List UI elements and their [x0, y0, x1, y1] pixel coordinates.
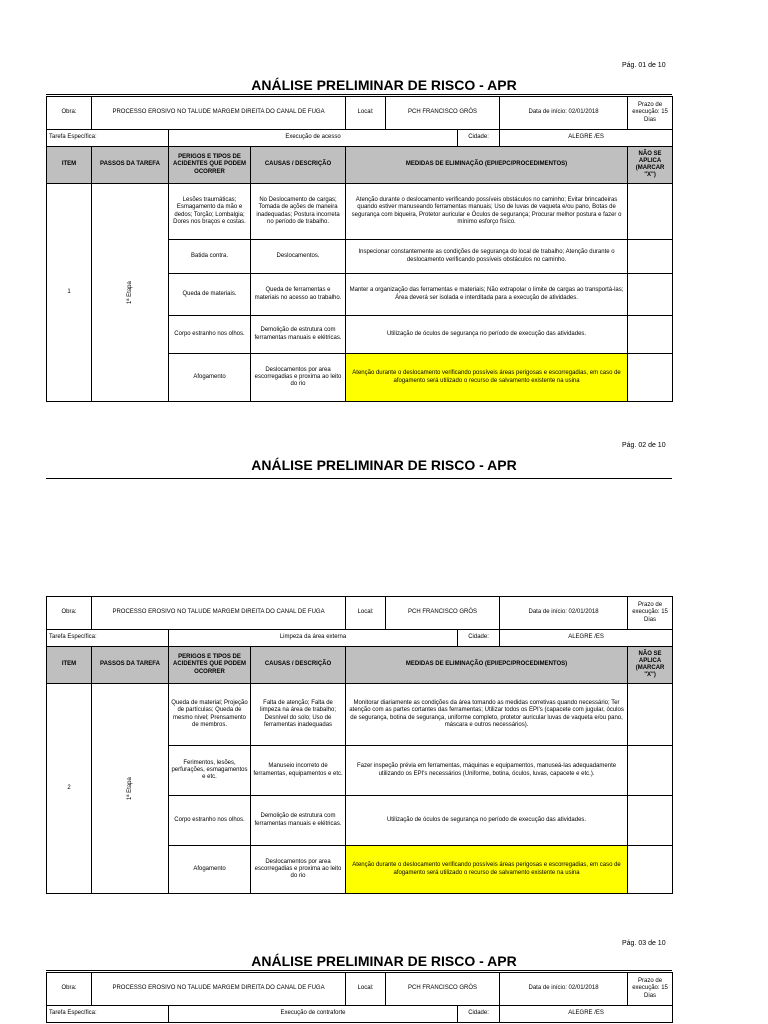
tarefa-label: Tarefa Específica: — [47, 630, 169, 647]
apr-table — [46, 972, 673, 1023]
col-medidas: MEDIDAS DE ELIMINAÇÃO (EPI/EPC/PROCEDIMENTOS) — [346, 647, 628, 684]
etapa-cell — [92, 184, 169, 402]
causa-cell: Falta de atenção; Falta de limpeza na área de trabalho; Desnível do solo; Uso de ferramentas inadequadas — [251, 684, 346, 746]
medida-cell-highlighted: Atenção durante o deslocamento verificando possíveis áreas perigosas e escorregadias, em caso de afogamento será utilizado o recurso de salvamento existente na usina — [346, 846, 628, 894]
tarefa-value: Limpeza da área externa — [169, 630, 458, 647]
local-label: Local: — [346, 973, 386, 1006]
nao-aplica-cell — [628, 354, 673, 402]
prazo-execucao: Prazo de execução: 15 Dias — [628, 973, 673, 1006]
etapa-label: 1ª Etapa — [126, 777, 133, 800]
medida-cell: Fazer inspeção prévia em ferramentas, máquinas e equipamentos, manuseá-las adequadamente utilizando os EPI's necessários (Uniforme, botina, óculos, luvas, capacete e etc.). — [346, 746, 628, 796]
page-number: Pág. 03 de 10 — [622, 940, 666, 947]
apr-table — [46, 596, 673, 894]
obra-label: Obra: — [47, 97, 92, 130]
item-number: 1 — [47, 184, 92, 402]
causa-cell: Queda de ferramentas e materiais no acesso ao trabalho. — [251, 274, 346, 316]
prazo-execucao: Prazo de execução: 15 Dias — [628, 97, 673, 130]
obra-value: PROCESSO EROSIVO NO TALUDE MARGEM DIREITA DO CANAL DE FUGA — [92, 97, 346, 130]
nao-aplica-cell — [628, 240, 673, 274]
data-inicio: Data de início: 02/01/2018 — [500, 97, 628, 130]
medida-cell-highlighted: Atenção durante o deslocamento verificando possíveis áreas perigosas e escorregadias, em caso de afogamento será utilizado o recurso de salvamento existente na usina — [346, 354, 628, 402]
col-nao-aplica: NÃO SE APLICA (MARCAR "X") — [628, 147, 673, 184]
cidade-value: ALEGRE /ES — [500, 630, 673, 647]
col-nao-aplica: NÃO SE APLICA (MARCAR "X") — [628, 647, 673, 684]
medida-cell: Monitorar diariamente as condições da área tomando as medidas corretivas quando necessário; Ter atenção com as partes cortantes das ferramentas; Utilizar todos os EPI's (capacete com jugular, óculos de segurança, botina de segurança, uniforme completo, protetor auricular luvas de vaqueta e/ou pano, máscara e outros necessários). — [346, 684, 628, 746]
col-causas: CAUSAS / DESCRIÇÃO — [251, 147, 346, 184]
col-perigos: PERIGOS E TIPOS DE ACIDENTES QUE PODEM OCORRER — [169, 647, 251, 684]
perigo-cell: Ferimentos, lesões, perfurações, esmagamentos e etc. — [169, 746, 251, 796]
title-rule — [46, 94, 672, 95]
apr-table — [46, 96, 673, 402]
page-number: Pág. 02 de 10 — [622, 442, 666, 449]
causa-cell: Demolição de estrutura com ferramentas manuais e elétricas. — [251, 796, 346, 846]
prazo-execucao: Prazo de execução: 15 Dias — [628, 597, 673, 630]
col-passos: PASSOS DA TAREFA — [92, 147, 169, 184]
cidade-label: Cidade: — [458, 130, 500, 147]
cidade-value: ALEGRE /ES — [500, 130, 673, 147]
page-number: Pág. 01 de 10 — [622, 62, 666, 69]
nao-aplica-cell — [628, 746, 673, 796]
data-inicio: Data de início: 02/01/2018 — [500, 597, 628, 630]
nao-aplica-cell — [628, 184, 673, 240]
causa-cell: No Deslocamento de cargas; Tomada de ações de maneira inadequadas; Postura incorreta no período de trabalho. — [251, 184, 346, 240]
medida-cell: Utilização de óculos de segurança no período de execução das atividades. — [346, 316, 628, 354]
cidade-value: ALEGRE /ES — [500, 1006, 673, 1023]
item-number: 2 — [47, 684, 92, 894]
perigo-cell: Batida contra. — [169, 240, 251, 274]
obra-label: Obra: — [47, 597, 92, 630]
causa-cell: Deslocamentos. — [251, 240, 346, 274]
perigo-cell: Queda de material; Projeção de partículas; Queda de mesmo nível; Prensamento de membros. — [169, 684, 251, 746]
col-perigos: PERIGOS E TIPOS DE ACIDENTES QUE PODEM OCORRER — [169, 147, 251, 184]
local-value: PCH FRANCISCO GRÓS — [386, 597, 500, 630]
etapa-label: 1ª Etapa — [126, 281, 133, 304]
nao-aplica-cell — [628, 846, 673, 894]
col-item: ITEM — [47, 147, 92, 184]
perigo-cell: Afogamento — [169, 846, 251, 894]
medida-cell: Utilização de óculos de segurança no período de execução das atividades. — [346, 796, 628, 846]
perigo-cell: Corpo estranho nos olhos. — [169, 796, 251, 846]
nao-aplica-cell — [628, 316, 673, 354]
page-title: ANÁLISE PRELIMINAR DE RISCO - APR — [251, 953, 517, 969]
cidade-label: Cidade: — [458, 1006, 500, 1023]
obra-label: Obra: — [47, 973, 92, 1006]
medida-cell: Atenção durante o deslocamento verificando possíveis obstáculos no caminho; Evitar brincadeiras quando estiver manuseando ferramentas manuais; Uso de luvas de vaqueta e/ou pano, Botas de segurança com biqueira, Protetor auricular e Óculos de segurança; Procurar melhor postura e fazer o mínimo esforço físico. — [346, 184, 628, 240]
data-inicio: Data de início: 02/01/2018 — [500, 973, 628, 1006]
obra-value: PROCESSO EROSIVO NO TALUDE MARGEM DIREITA DO CANAL DE FUGA — [92, 597, 346, 630]
title-rule — [46, 970, 672, 971]
causa-cell: Demolição de estrutura com ferramentas manuais e elétricas. — [251, 316, 346, 354]
col-item: ITEM — [47, 647, 92, 684]
tarefa-label: Tarefa Específica: — [47, 130, 169, 147]
tarefa-value: Execução de acesso — [169, 130, 458, 147]
col-medidas: MEDIDAS DE ELIMINAÇÃO (EPI/EPC/PROCEDIMENTOS) — [346, 147, 628, 184]
perigo-cell: Corpo estranho nos olhos. — [169, 316, 251, 354]
nao-aplica-cell — [628, 796, 673, 846]
page-title: ANÁLISE PRELIMINAR DE RISCO - APR — [251, 457, 517, 473]
cidade-label: Cidade: — [458, 630, 500, 647]
nao-aplica-cell — [628, 274, 673, 316]
causa-cell: Manuseio incorreto de ferramentas, equipamentos e etc. — [251, 746, 346, 796]
col-causas: CAUSAS / DESCRIÇÃO — [251, 647, 346, 684]
tarefa-value: Execução de contraforte — [169, 1006, 458, 1023]
perigo-cell: Lesões traumáticas; Esmagamento da mão e dedos; Torção; Lombalgia; Dores nos braços e costas. — [169, 184, 251, 240]
local-label: Local: — [346, 597, 386, 630]
obra-value: PROCESSO EROSIVO NO TALUDE MARGEM DIREITA DO CANAL DE FUGA — [92, 973, 346, 1006]
perigo-cell: Afogamento — [169, 354, 251, 402]
local-label: Local: — [346, 97, 386, 130]
local-value: PCH FRANCISCO GRÓS — [386, 97, 500, 130]
causa-cell: Deslocamentos por area escorregadias e proxima ao leito do rio — [251, 354, 346, 402]
tarefa-label: Tarefa Específica: — [47, 1006, 169, 1023]
page-title: ANÁLISE PRELIMINAR DE RISCO - APR — [251, 77, 517, 93]
causa-cell: Deslocamentos por area escorregadias e proxima ao leito do rio — [251, 846, 346, 894]
local-value: PCH FRANCISCO GRÓS — [386, 973, 500, 1006]
col-passos: PASSOS DA TAREFA — [92, 647, 169, 684]
etapa-cell — [92, 684, 169, 894]
title-rule — [46, 478, 672, 479]
medida-cell: Manter a organização das ferramentas e materiais; Não extrapolar o limite de cargas ao transportá-las; Área deverá ser isolada e interditada para a execução de atividades. — [346, 274, 628, 316]
perigo-cell: Queda de materiais. — [169, 274, 251, 316]
nao-aplica-cell — [628, 684, 673, 746]
medida-cell: Inspecionar constantemente as condições de segurança do local de trabalho; Atenção durante o deslocamento verificando possíveis obstáculos no caminho. — [346, 240, 628, 274]
